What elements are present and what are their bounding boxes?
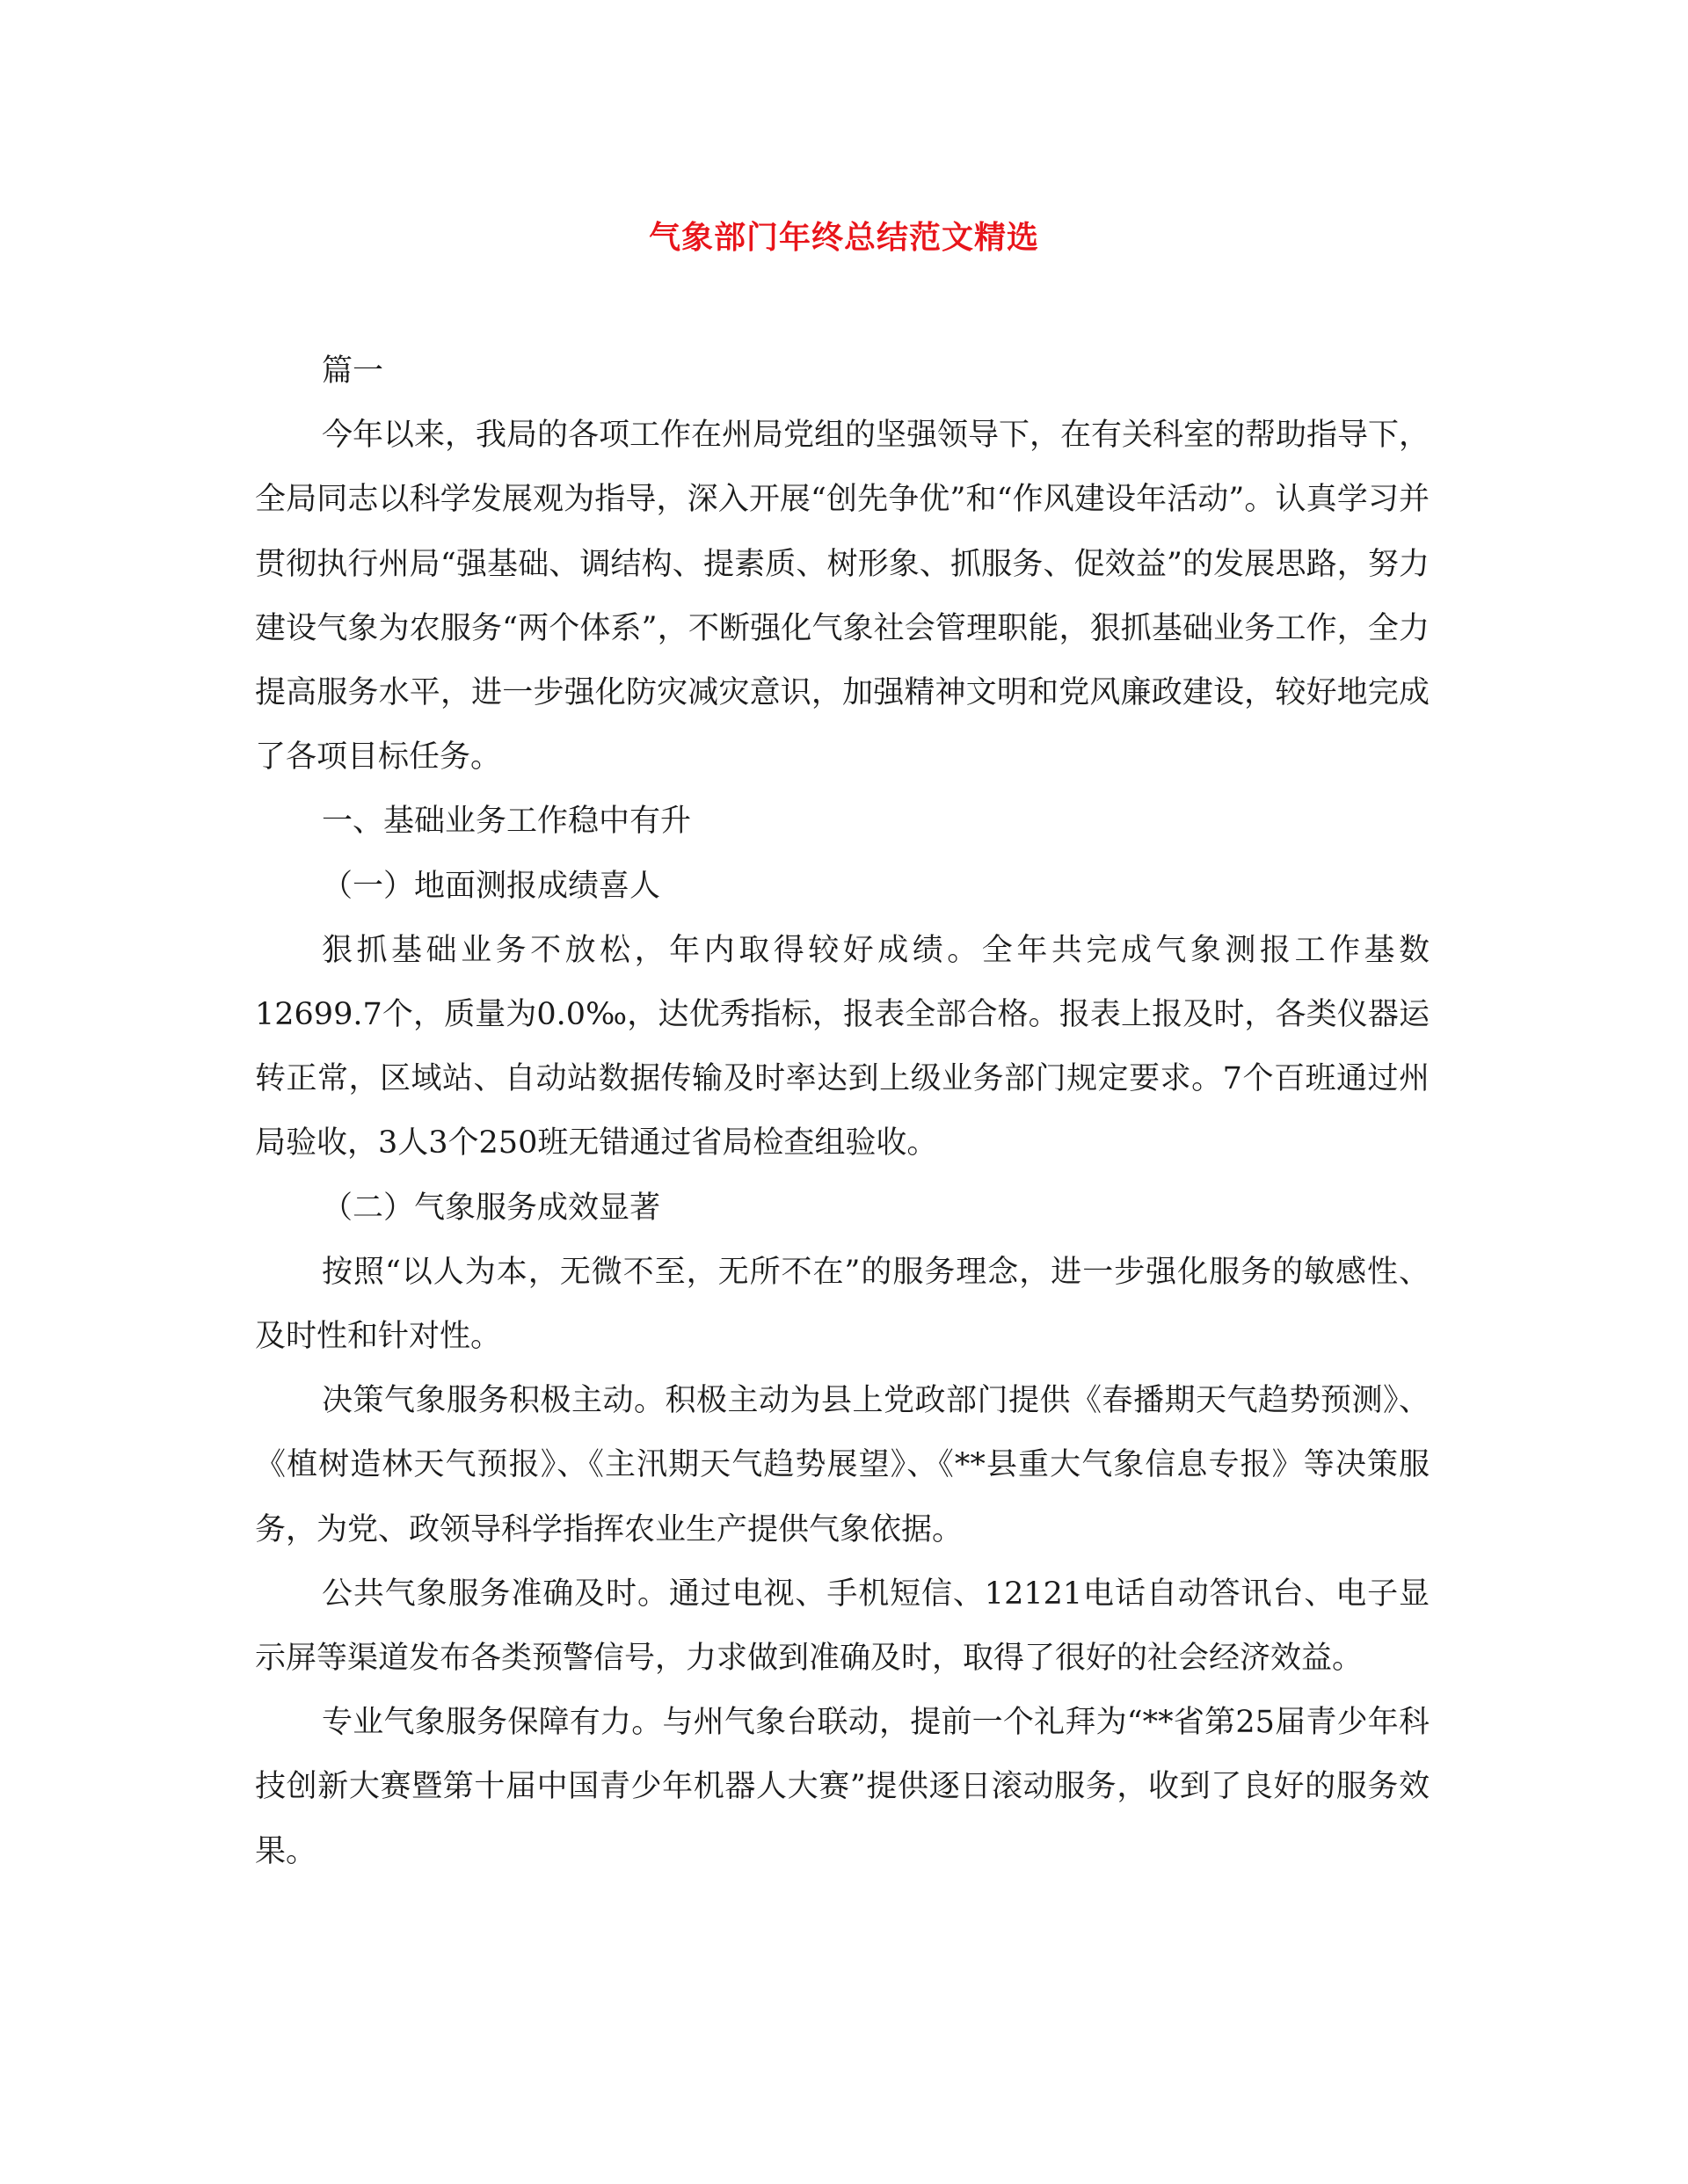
body-paragraph: 按照“以人为本，无微不至，无所不在”的服务理念，进一步强化服务的敏感性、及时性和针对性。	[255, 1254, 1430, 1355]
subsection-heading: （二）气象服务成效显著	[322, 1190, 661, 1226]
subsection-heading: （一）地面测报成绩喜人	[322, 868, 661, 904]
section-label: 篇一	[322, 353, 384, 389]
body-paragraph: 今年以来，我局的各项工作在州局党组的坚强领导下，在有关科室的帮助指导下，全局同志以科学发展观为指导，深入开展“创先争优”和“作风建设年活动”。认真学习并贯彻执行州局“强基础、调结构、提素质、树形象、抓服务、促效益”的发展思路，努力建设气象为农服务“两个体系”，不断强化气象社会管理职能，狠抓基础业务工作，全力提高服务水平，进一步强化防灾减灾意识，加强精神文明和党风廉政建设，较好地完成了各项目标任务。	[255, 418, 1430, 775]
body-paragraph: 决策气象服务积极主动。积极主动为县上党政部门提供《春播期天气趋势预测》、《植树造林天气预报》、《主汛期天气趋势展望》、《**县重大气象信息专报》等决策服务，为党、政领导科学指挥农业生产提供气象依据。	[255, 1383, 1430, 1547]
document-body	[255, 339, 1430, 1884]
section-heading: 一、基础业务工作稳中有升	[322, 804, 692, 840]
document-title: 气象部门年终总结范文精选	[648, 219, 1039, 256]
body-paragraph: 公共气象服务准确及时。通过电视、手机短信、12121电话自动答讯台、电子显示屏等渠道发布各类预警信号，力求做到准确及时，取得了很好的社会经济效益。	[255, 1576, 1430, 1677]
body-paragraph: 狠抓基础业务不放松，年内取得较好成绩。全年共完成气象测报工作基数12699.7个，质量为0.0‰，达优秀指标，报表全部合格。报表上报及时，各类仪器运转正常，区域站、自动站数据传输及时率达到上级业务部门规定要求。7个百班通过州局验收，3人3个250班无错通过省局检查组验收。	[255, 932, 1430, 1161]
body-paragraph: 专业气象服务保障有力。与州气象台联动，提前一个礼拜为“**省第25届青少年科技创新大赛暨第十届中国青少年机器人大赛”提供逐日滚动服务，收到了良好的服务效果。	[255, 1705, 1430, 1869]
